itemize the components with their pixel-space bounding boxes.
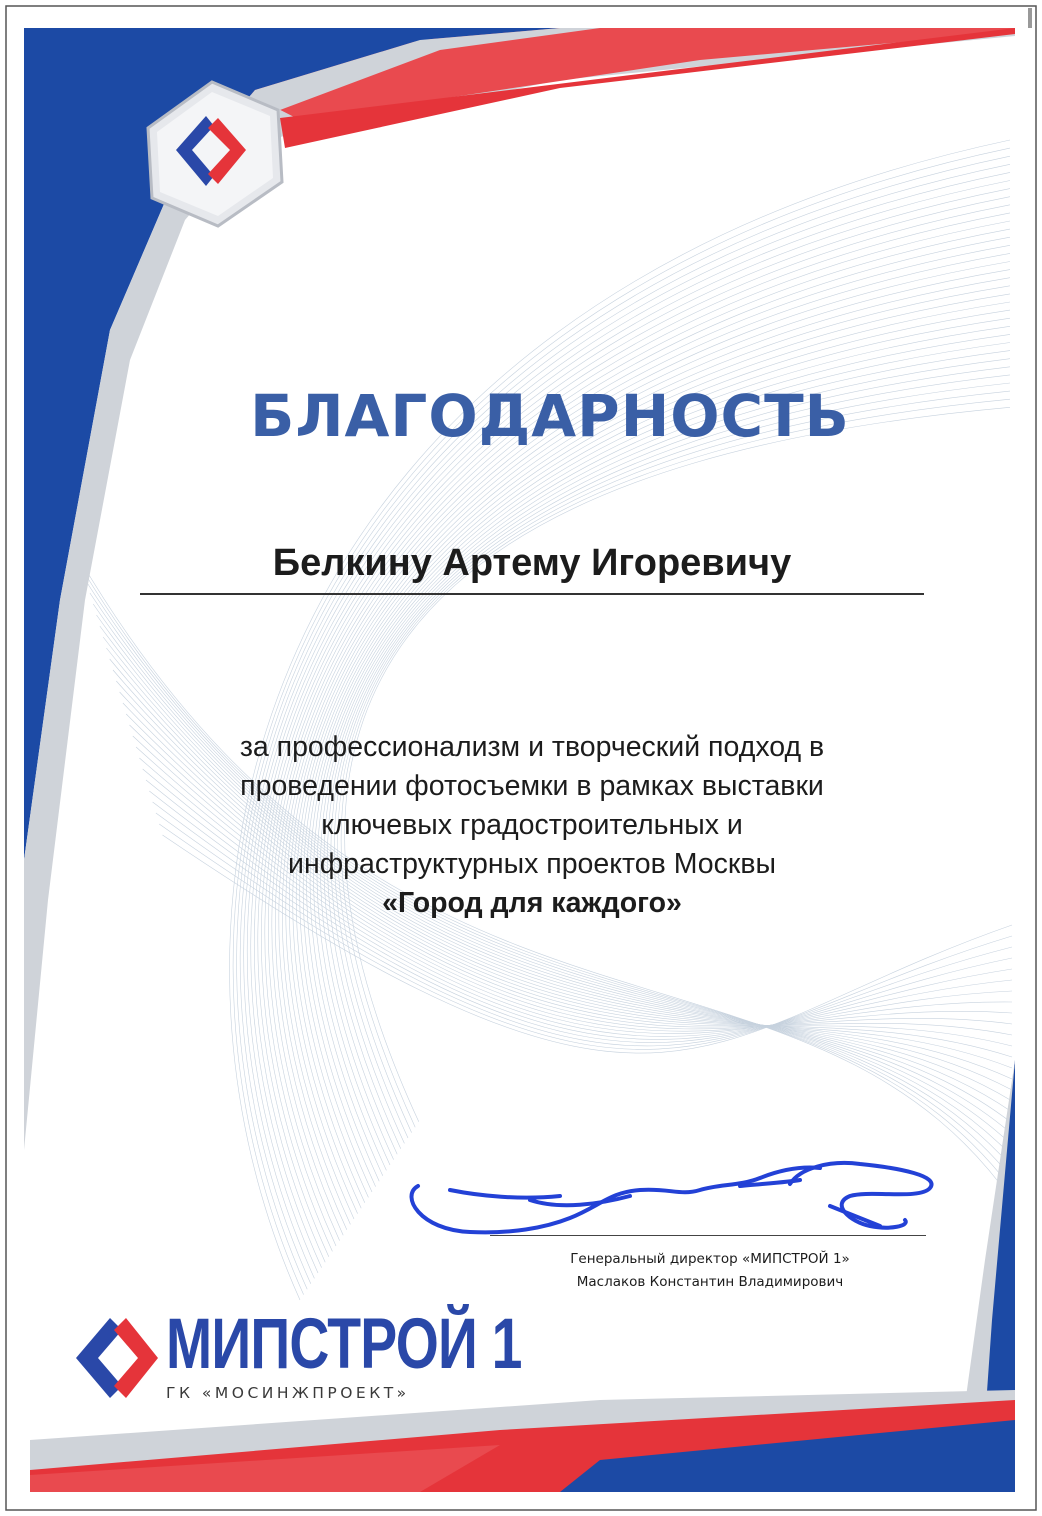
- guilloche-pattern: [80, 140, 1012, 1300]
- gratitude-line: ключевых градостроительных и: [321, 809, 743, 841]
- signatory-position: Генеральный директор «МИПСТРОЙ 1»: [570, 1251, 850, 1267]
- exhibition-name: «Город для каждого»: [382, 887, 682, 919]
- signatory-name: Маслаков Константин Владимирович: [576, 1274, 844, 1290]
- certificate-title: БЛАГОДАРНОСТЬ: [250, 382, 850, 450]
- gratitude-line: проведении фотосъемки в рамках выставки: [240, 770, 824, 802]
- signature-line: [490, 1235, 926, 1236]
- recipient-name: Белкину Артему Игоревичу: [272, 542, 792, 584]
- brand-name: МИПСТРОЙ 1: [166, 1305, 522, 1384]
- brand-logo-mark-icon: [76, 1318, 158, 1398]
- corner-mark: [1028, 8, 1032, 28]
- brand-subtitle: ГК «МОСИНЖПРОЕКТ»: [166, 1384, 410, 1402]
- gratitude-line: инфраструктурных проектов Москвы: [288, 848, 776, 880]
- recipient-underline: [140, 593, 924, 595]
- gratitude-text: [160, 728, 904, 923]
- gratitude-line: за профессионализм и творческий подход в: [239, 731, 825, 763]
- handwritten-signature: [411, 1163, 931, 1232]
